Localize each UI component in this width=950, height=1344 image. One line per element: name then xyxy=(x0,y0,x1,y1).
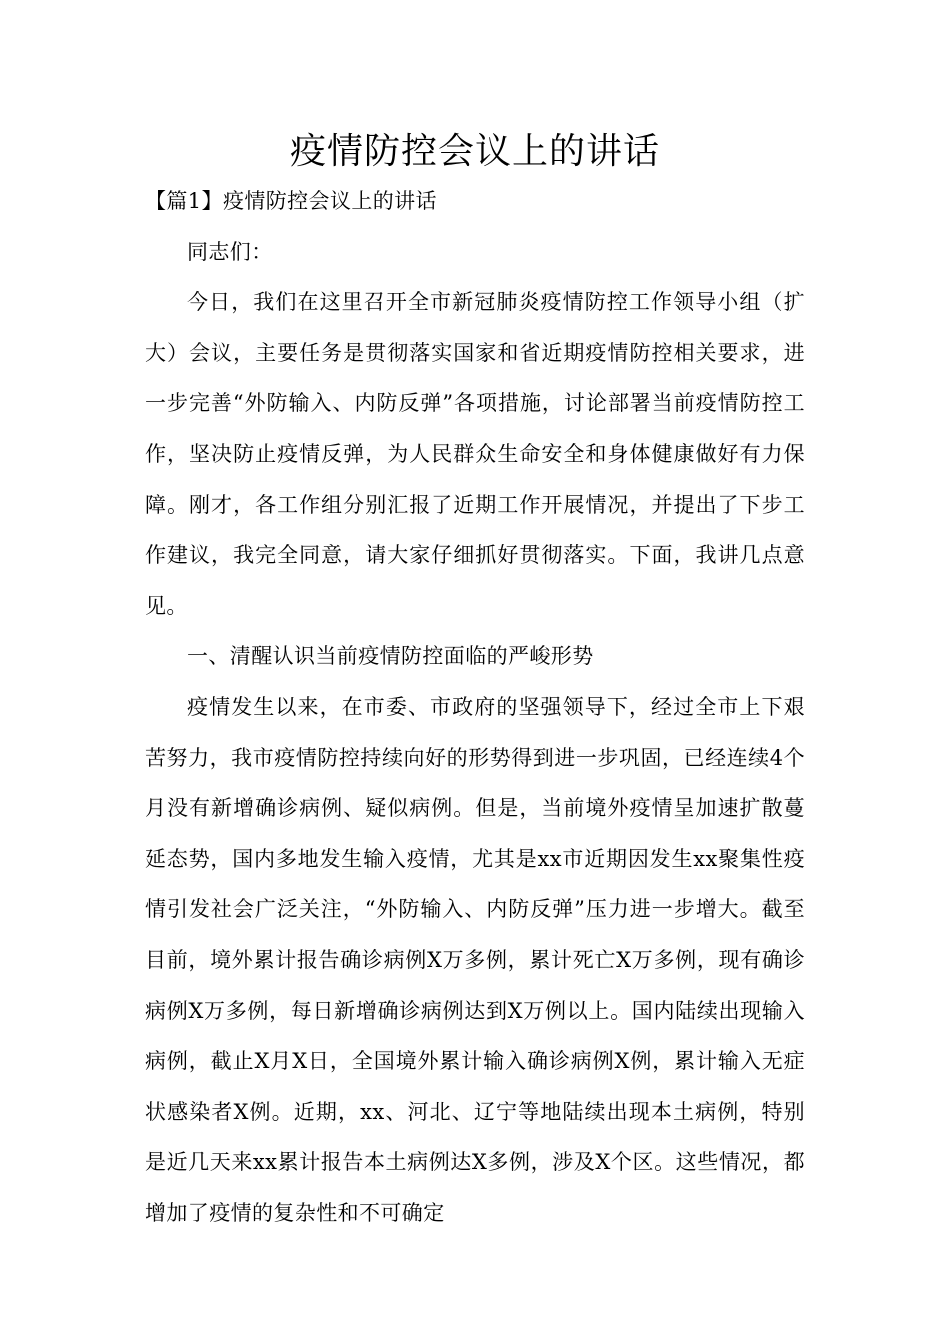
greeting: 同志们： xyxy=(187,239,273,264)
document-title: 疫情防控会议上的讲话 xyxy=(289,131,660,172)
section-heading-one: 一、清醒认识当前疫情防控面临的严峻形势 xyxy=(187,644,594,669)
paragraph-opening: 今日，我们在这里召开全市新冠肺炎疫情防控工作领导小组（扩大）会议，主要任务是贯彻落实国家和省近期疫情防控相关要求，进一步完善“外防输入、内防反弹”各项措施，讨论部署当前疫情防控工作，坚决防止疫情反弹，为人民群众生命安全和身体健康做好有力保障。刚才，各工作组分别汇报了近期工作开展情况，并提出了下步工作建议，我完全同意，请大家仔细抓好贯彻落实。下面，我讲几点意见。 xyxy=(145,290,805,618)
document-body xyxy=(145,176,805,1238)
paragraph-situation: 疫情发生以来，在市委、市政府的坚强领导下，经过全市上下艰苦努力，我市疫情防控持续向好的形势得到进一步巩固，已经连续4个月没有新增确诊病例、疑似病例。但是，当前境外疫情呈加速扩散蔓延态势，国内多地发生输入疫情，尤其是xx市近期因发生xx聚集性疫情引发社会广泛关注，“外防输入、内防反弹”压力进一步增大。截至目前，境外累计报告确诊病例X万多例，累计死亡X万多例，现有确诊病例X万多例，每日新增确诊病例达到X万例以上。国内陆续出现输入病例，截止X月X日，全国境外累计输入确诊病例X例，累计输入无症状感染者X例。近期，xx、河北、辽宁等地陆续出现本土病例，特别是近几天来xx累计报告本土病例达X多例，涉及X个区。这些情况，都增加了疫情的复杂性和不可确定 xyxy=(145,694,805,1225)
section-label: 【篇1】疫情防控会议上的讲话 xyxy=(145,189,437,213)
